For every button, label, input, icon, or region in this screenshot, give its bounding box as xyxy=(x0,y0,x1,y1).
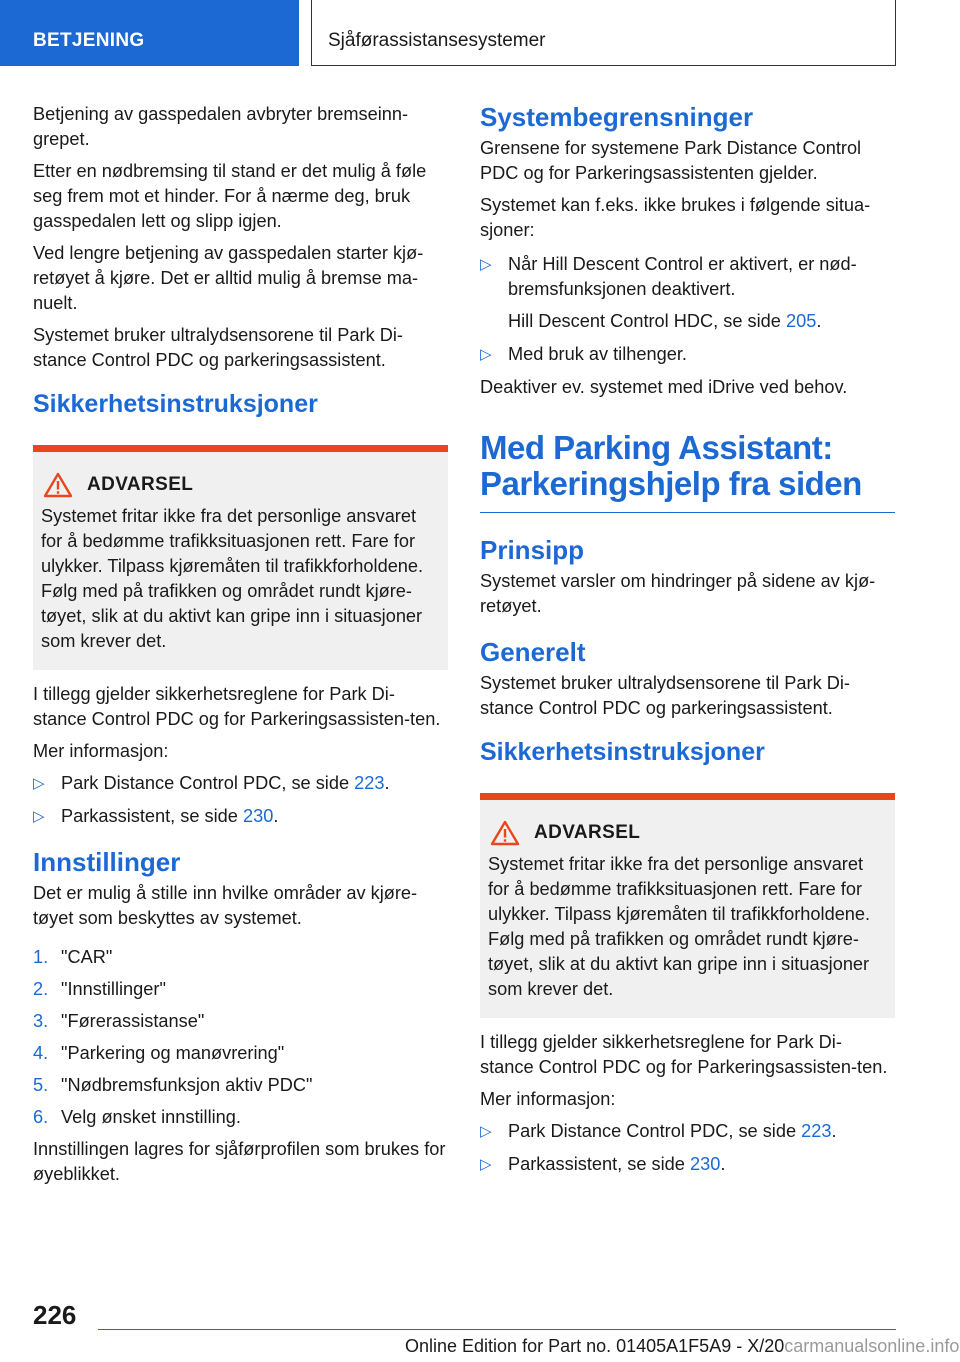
list-item: ▷ Parkassistent, se side 230. xyxy=(33,804,448,829)
heading-rule xyxy=(480,512,895,513)
main-heading: Med Parking Assistant: Parkeringshjelp fra siden xyxy=(480,429,862,502)
left-column xyxy=(33,102,448,1194)
intro-paragraph: Ved lengre betjening av gasspedalen starter kjø-retøyet å kjøre. Det er alltid mulig å bremse ma-nuelt. xyxy=(33,243,424,313)
reference-list xyxy=(33,771,448,829)
warning-box xyxy=(480,793,895,1018)
intro-paragraph: Etter en nødbremsing til stand er det mulig å føle seg frem mot et hinder. For å nærme deg, bruk gasspedalen lett og slipp igjen. xyxy=(33,161,427,231)
watermark: carmanualsonline.info xyxy=(784,1336,960,1356)
reference-list xyxy=(480,1119,895,1177)
triangle-bullet-icon: ▷ xyxy=(480,256,492,273)
warning-box xyxy=(33,445,448,670)
limits-list xyxy=(480,252,895,367)
limits-paragraph: Systemet kan f.eks. ikke brukes i følgende situa-sjoner: xyxy=(480,195,871,240)
page-link-223[interactable]: 223 xyxy=(354,773,385,793)
general-text: Systemet bruker ultralydsensorene til Park Di-stance Control PDC og parkeringsassistent. xyxy=(480,673,850,718)
warning-triangle-icon xyxy=(490,820,520,846)
principle-text: Systemet varsler om hindringer på sidene av kjø-retøyet. xyxy=(480,571,876,616)
warning-text: Systemet fritar ikke fra det personlige ansvaret for å bedømme trafikksituasjonen rett. Fare for ulykker. Tilpass kjøremåten til trafikkforholdene. Følg med på trafikken og området rundt kjøre-tøyet, slik at du aktivt kan gripe inn i situasjoner som krever det. xyxy=(488,854,871,999)
limits-paragraph: Grensene for systemene Park Distance Control PDC og for Parkeringsassistenten gjelder. xyxy=(480,138,862,183)
edition-line xyxy=(405,1336,959,1357)
step-item: 1. "CAR" xyxy=(33,947,113,967)
reference-text: Park Distance Control PDC, se side xyxy=(61,773,355,793)
page-link-230[interactable]: 230 xyxy=(689,1154,721,1174)
list-item: ▷ Parkassistent, se side 230. xyxy=(480,1152,895,1177)
list-item: ▷ Park Distance Control PDC, se side 223. xyxy=(480,1119,895,1144)
page-link-230[interactable]: 230 xyxy=(242,806,274,826)
safety-paragraph: I tillegg gjelder sikkerhetsreglene for Park Di-stance Control PDC og for Parkeringsassisten-ten. xyxy=(33,684,441,729)
safety-paragraph: I tillegg gjelder sikkerhetsreglene for Park Di-stance Control PDC og for Parkeringsassisten-ten. xyxy=(480,1032,888,1077)
page-link-205[interactable]: 205 xyxy=(785,311,817,331)
warning-title: ADVARSEL xyxy=(534,822,641,843)
section-tab xyxy=(0,0,299,66)
right-column xyxy=(480,102,895,1185)
limits-outro: Deaktiver ev. systemet med iDrive ved behov. xyxy=(480,377,848,397)
triangle-bullet-icon: ▷ xyxy=(480,1123,492,1140)
chapter-tab xyxy=(311,0,896,66)
warning-triangle-icon xyxy=(43,472,73,498)
triangle-bullet-icon: ▷ xyxy=(480,1156,492,1173)
principle-heading: Prinsipp xyxy=(480,535,585,565)
sub-reference: Hill Descent Control HDC, se side 205. xyxy=(508,311,822,331)
step-item: 6. Velg ønsket innstilling. xyxy=(33,1107,241,1127)
step-item: 5. "Nødbremsfunksjon aktiv PDC" xyxy=(33,1075,313,1095)
step-item: 4. "Parkering og manøvrering" xyxy=(33,1043,285,1063)
list-item: ▷ Med bruk av tilhenger. xyxy=(480,342,895,367)
settings-heading: Innstillinger xyxy=(33,847,181,877)
more-info-label: Mer informasjon: xyxy=(480,1089,616,1109)
general-heading: Generelt xyxy=(480,637,586,667)
settings-intro: Det er mulig å stille inn hvilke områder av kjøre-tøyet som beskyttes av systemet. xyxy=(33,883,418,928)
triangle-bullet-icon: ▷ xyxy=(480,346,492,363)
warning-title: ADVARSEL xyxy=(87,474,194,495)
reference-text: Parkassistent, se side xyxy=(61,806,243,826)
intro-paragraph: Betjening av gasspedalen avbryter bremseinn-grepet. xyxy=(33,104,409,149)
page-number: 226 xyxy=(33,1300,77,1330)
list-item: ▷ Når Hill Descent Control er aktivert, er nød-bremsfunksjonen deaktivert. Hill Descent Control HDC, se side 205. xyxy=(480,252,895,334)
edition-text: Online Edition for Part no. 01405A1F5A9 - X/20 xyxy=(405,1336,785,1356)
safety-heading: Sikkerhetsinstruksjoner xyxy=(480,738,765,766)
intro-paragraph: Systemet bruker ultralydsensorene til Park Di-stance Control PDC og parkeringsassistent. xyxy=(33,325,403,370)
page-link-223[interactable]: 223 xyxy=(801,1121,832,1141)
chapter-title: Sjåførassistansesystemer xyxy=(328,30,546,51)
settings-outro: Innstillingen lagres for sjåførprofilen som brukes for øyeblikket. xyxy=(33,1139,446,1184)
more-info-label: Mer informasjon: xyxy=(33,741,169,761)
limits-heading: Systembegrensninger xyxy=(480,102,754,132)
section-title: BETJENING xyxy=(33,30,145,51)
triangle-bullet-icon: ▷ xyxy=(33,808,45,825)
warning-text: Systemet fritar ikke fra det personlige ansvaret for å bedømme trafikksituasjonen rett. Fare for ulykker. Tilpass kjøremåten til trafikkforholdene. Følg med på trafikken og området rundt kjøre-tøyet, slik at du aktivt kan gripe inn i situasjoner som krever det. xyxy=(41,506,424,651)
settings-steps xyxy=(33,945,448,1130)
list-item: ▷ Park Distance Control PDC, se side 223. xyxy=(33,771,448,796)
step-item: 3. "Førerassistanse" xyxy=(33,1011,205,1031)
step-item: 2. "Innstillinger" xyxy=(33,979,166,999)
triangle-bullet-icon: ▷ xyxy=(33,775,45,792)
footer-rule xyxy=(98,1329,896,1330)
page-header xyxy=(0,0,960,66)
safety-heading: Sikkerhetsinstruksjoner xyxy=(33,390,318,418)
